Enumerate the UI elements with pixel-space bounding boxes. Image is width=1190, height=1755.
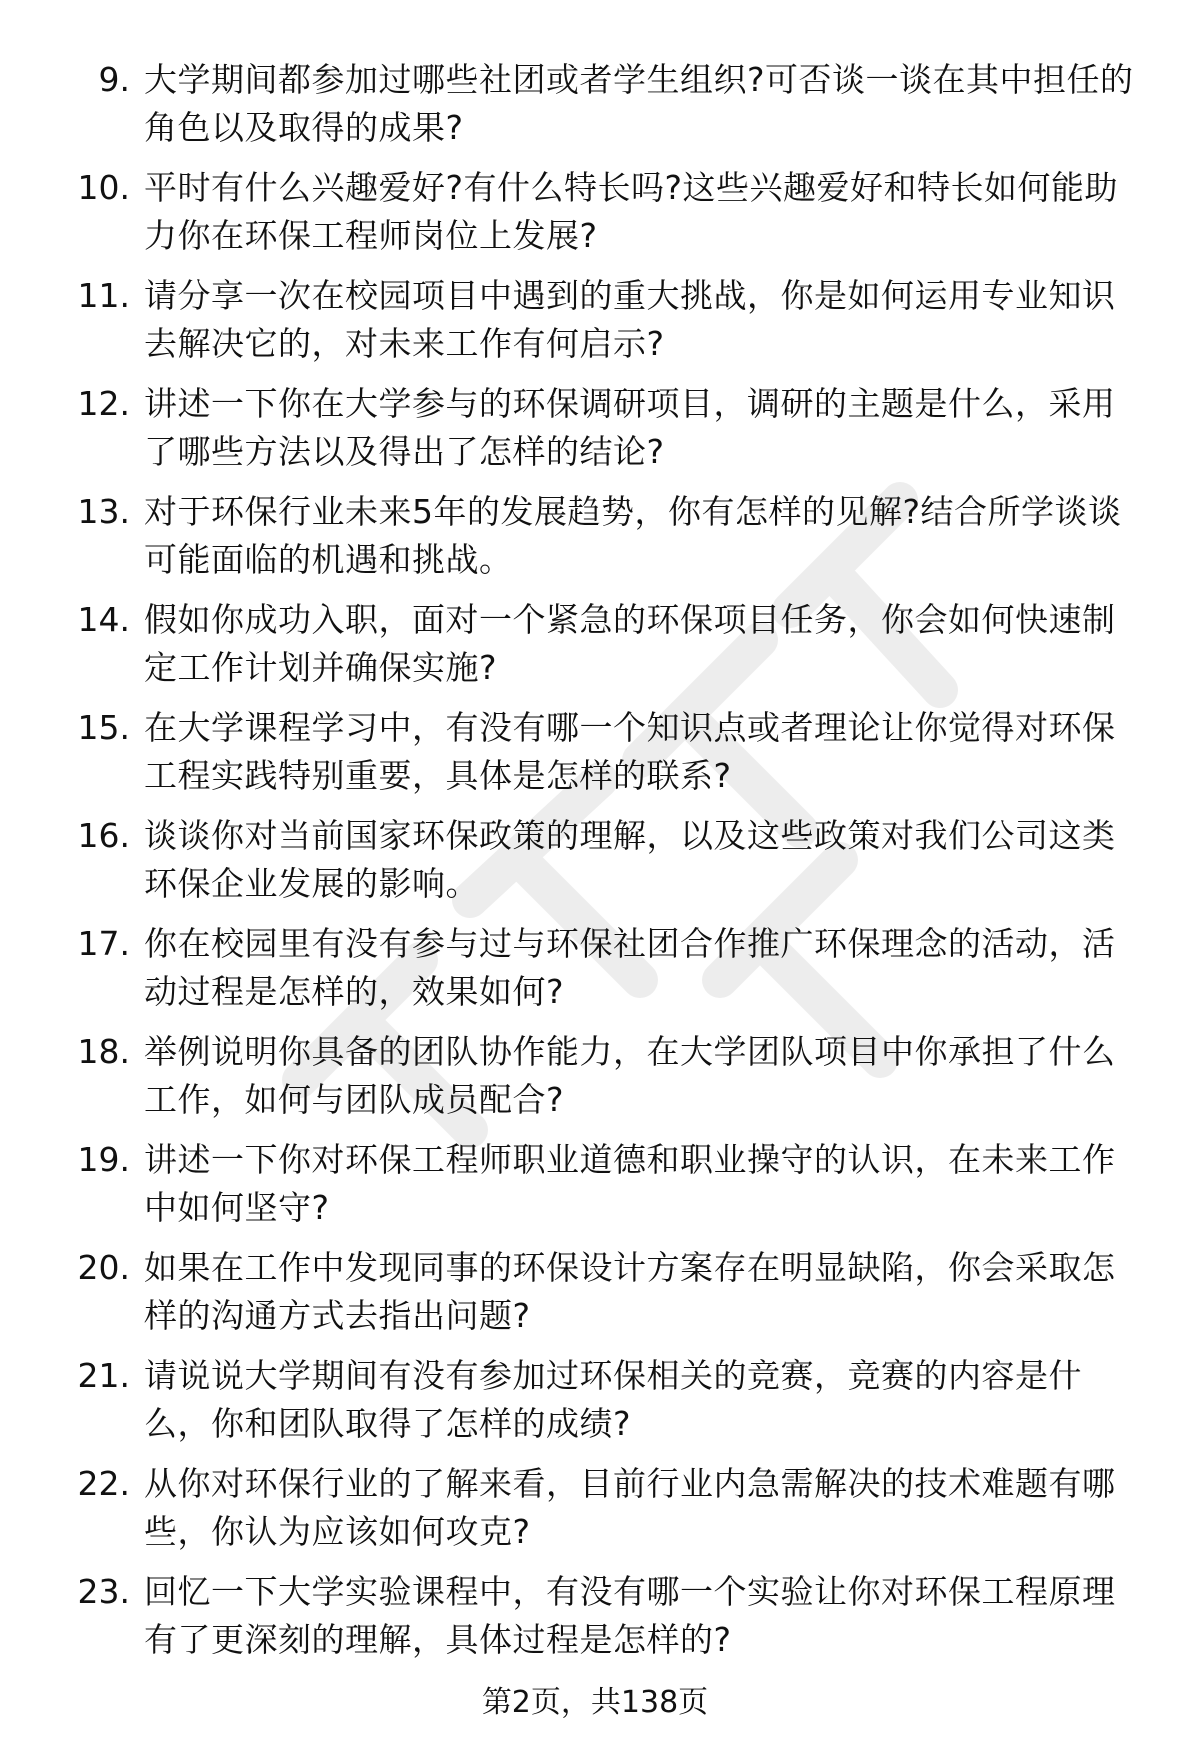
question-number: 11. — [77, 276, 130, 315]
list-item — [60, 812, 1150, 920]
page-number-footer: 第2页，共138页 — [481, 1685, 709, 1720]
list-item — [60, 920, 1150, 1028]
question-number: 12. — [77, 384, 130, 423]
question-text: 讲述一下你在大学参与的环保调研项目，调研的主题是什么，采用了哪些方法以及得出了怎样的结论? — [144, 384, 1116, 471]
question-text: 回忆一下大学实验课程中，有没有哪一个实验让你对环保工程原理有了更深刻的理解，具体过程是怎样的? — [144, 1572, 1116, 1659]
question-number: 15. — [77, 708, 130, 747]
list-item — [60, 1568, 1150, 1676]
list-item — [60, 1460, 1150, 1568]
list-item — [60, 704, 1150, 812]
list-item — [60, 164, 1150, 272]
question-text: 你在校园里有没有参与过与环保社团合作推广环保理念的活动，活动过程是怎样的，效果如何? — [144, 924, 1116, 1011]
question-text: 如果在工作中发现同事的环保设计方案存在明显缺陷，你会采取怎样的沟通方式去指出问题? — [144, 1248, 1116, 1335]
question-text: 在大学课程学习中，有没有哪一个知识点或者理论让你觉得对环保工程实践特别重要，具体是怎样的联系? — [144, 708, 1116, 795]
question-number: 22. — [77, 1464, 130, 1503]
question-number: 21. — [77, 1356, 130, 1395]
list-item — [60, 272, 1150, 380]
question-text: 举例说明你具备的团队协作能力，在大学团队项目中你承担了什么工作，如何与团队成员配合? — [144, 1032, 1116, 1119]
list-item — [60, 56, 1150, 164]
question-number: 19. — [77, 1140, 130, 1179]
question-text: 请分享一次在校园项目中遇到的重大挑战，你是如何运用专业知识去解决它的，对未来工作有何启示? — [144, 276, 1116, 363]
list-item — [60, 1028, 1150, 1136]
question-text: 请说说大学期间有没有参加过环保相关的竞赛，竞赛的内容是什么，你和团队取得了怎样的成绩? — [144, 1356, 1082, 1443]
question-text: 讲述一下你对环保工程师职业道德和职业操守的认识，在未来工作中如何坚守? — [144, 1140, 1116, 1227]
question-text: 大学期间都参加过哪些社团或者学生组织?可否谈一谈在其中担任的角色以及取得的成果? — [144, 60, 1134, 147]
list-item — [60, 1136, 1150, 1244]
question-number: 16. — [77, 816, 130, 855]
list-item — [60, 1244, 1150, 1352]
question-text: 谈谈你对当前国家环保政策的理解，以及这些政策对我们公司这类环保企业发展的影响。 — [144, 816, 1116, 903]
question-text: 平时有什么兴趣爱好?有什么特长吗?这些兴趣爱好和特长如何能助力你在环保工程师岗位上发展? — [144, 168, 1119, 255]
question-number: 10. — [77, 168, 130, 207]
question-text: 对于环保行业未来5年的发展趋势，你有怎样的见解?结合所学谈谈可能面临的机遇和挑战。 — [144, 492, 1122, 579]
question-number: 13. — [77, 492, 130, 531]
list-item — [60, 596, 1150, 704]
question-number: 14. — [77, 600, 130, 639]
question-text: 假如你成功入职，面对一个紧急的环保项目任务，你会如何快速制定工作计划并确保实施? — [144, 600, 1116, 687]
question-number: 9. — [98, 60, 130, 99]
question-number: 17. — [77, 924, 130, 963]
question-number: 23. — [77, 1572, 130, 1611]
list-item — [60, 380, 1150, 488]
question-number: 18. — [77, 1032, 130, 1071]
question-list — [60, 56, 1150, 1676]
question-text: 从你对环保行业的了解来看，目前行业内急需解决的技术难题有哪些，你认为应该如何攻克? — [144, 1464, 1116, 1551]
list-item — [60, 488, 1150, 596]
question-number: 20. — [77, 1248, 130, 1287]
list-item — [60, 1352, 1150, 1460]
